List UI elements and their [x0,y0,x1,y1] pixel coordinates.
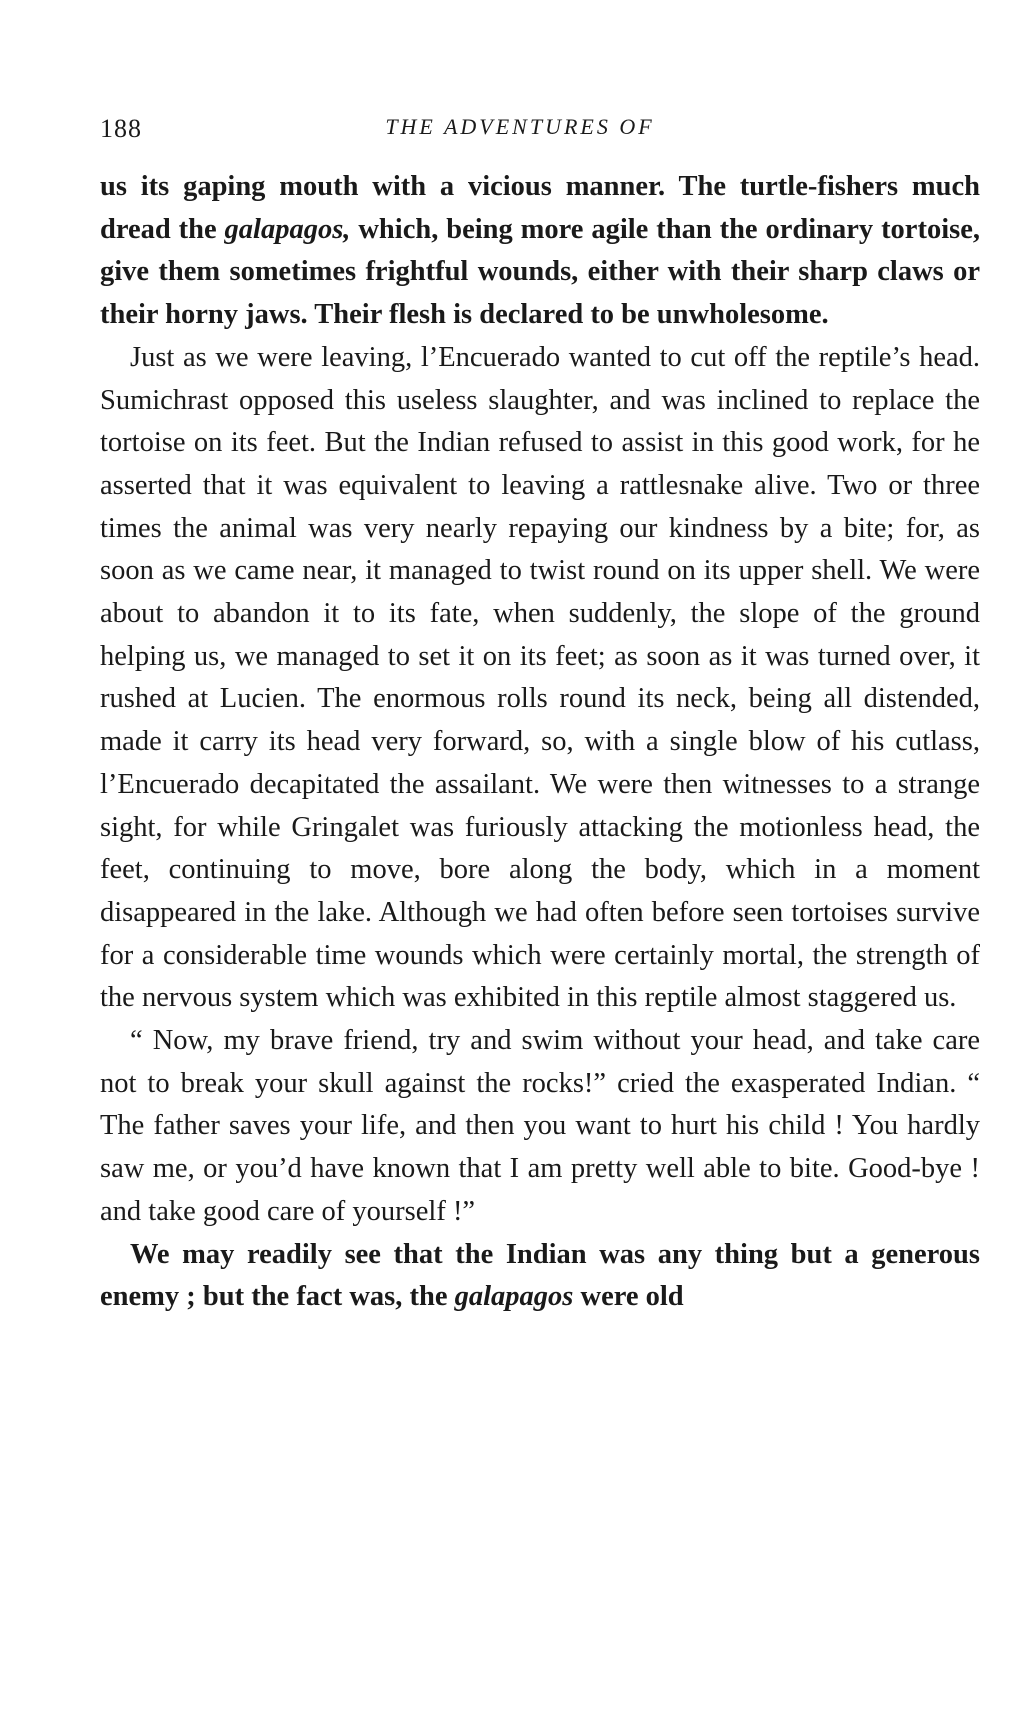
page-header [100,108,980,148]
page-number: 188 [100,114,142,143]
paragraph-2-text: Just as we were leaving, l’Encuerado wanted to cut off the reptile’s head. Sumichrast opposed this useless slaughter, and was inclined to replace the tortoise on its feet. But the Indian refused to assist in this good work, for he asserted that it was equivalent to leaving a rattlesnake alive. Two or three times the animal was very nearly repaying our kindness by a bite; for, as soon as we came near, it managed to twist round on its upper shell. We were about to abandon it to its fate, when suddenly, the slope of the ground helping us, we managed to set it on its feet; as soon as it was turned over, it rushed at Lucien. The enormous rolls round its neck, being all distended, made it carry its head very forward, so, with a single blow of his cutlass, l’Encuerado decapitated the assailant. We were then witnesses to a strange sight, for while Gringalet was furiously attacking the motionless head, the feet, continuing to move, bore along the body, which in a moment disappeared in the lake. Although we had often before seen tortoises survive for a considerable time wounds which were certainly mortal, the strength of the nervous system which was exhibited in this reptile almost staggered us. [100,341,980,1014]
paragraph-4-text-a: We may readily see that the Indian was any thing but a generous enemy ; but the fact was, the [100,1238,980,1313]
paragraph-1-text-a: us its gaping mouth with a vicious manner. The turtle-fishers much dread the [100,171,980,245]
running-title: THE ADVENTURES OF [385,114,655,139]
paragraph-3-text: “ Now, my brave friend, try and swim without your head, and take care not to break your skull against the rocks!” cried the exasperated Indian. “ The father saves your life, and then you want to hurt his child ! You hardly saw me, or you’d have known that I am pretty well able to bite. Good-bye ! and take good care of yourself !” [100,1025,980,1227]
paragraph-4 [100,1234,980,1319]
paragraph-4-italic-term: galapagos [454,1281,574,1313]
paragraph-1-text-b: which, being more agile than the ordinary tortoise, give them sometimes frightful wounds, either with their sharp claws or their horny jaws. Their flesh is declared to be unwholesome. [100,213,980,331]
paragraph-1 [100,166,980,337]
paragraph-4-text-b: were old [573,1281,684,1313]
body-text [100,166,980,1319]
paragraph-2 [100,337,980,1020]
paragraph-3 [100,1020,980,1234]
book-page [100,108,980,1319]
paragraph-1-italic-term: galapagos, [224,213,351,245]
